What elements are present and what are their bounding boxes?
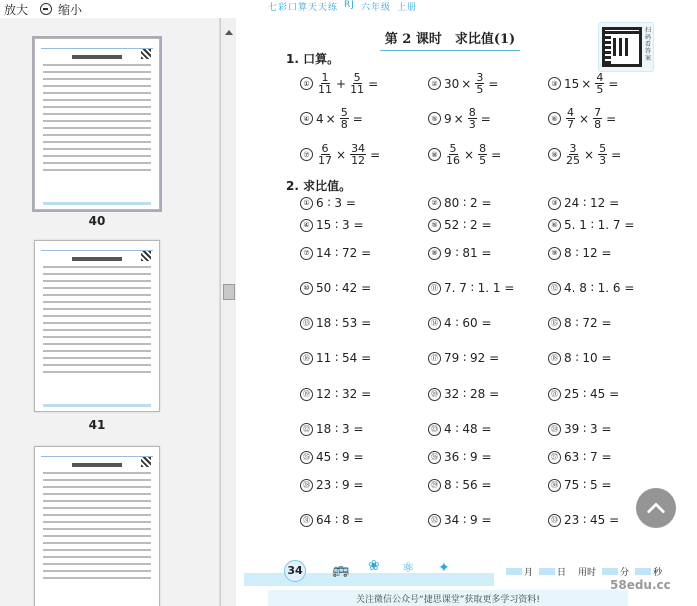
operator: × <box>461 76 472 91</box>
scroll-to-top-button[interactable] <box>636 488 676 528</box>
problem-number: ㉖ <box>428 451 441 464</box>
problem-number: ㉘ <box>300 479 313 492</box>
denominator: 3 <box>468 118 476 131</box>
problem-number: ㉙ <box>428 479 441 492</box>
ratio-expression: 12 ∶ 32 = <box>316 387 372 401</box>
ratio-problem <box>548 196 619 210</box>
ratio-problem <box>548 387 619 401</box>
problem-number: ④ <box>300 112 313 125</box>
problem-number: ① <box>300 197 313 210</box>
plant-icon: ❀ <box>368 558 380 574</box>
ratio-problem <box>300 478 364 492</box>
page-thumbnail[interactable] <box>34 240 160 412</box>
problem-number: ⑫ <box>548 282 561 295</box>
operator: × <box>579 111 590 126</box>
problem-number: ⑥ <box>548 219 561 232</box>
numerator: 5 <box>599 142 607 155</box>
ratio-expression: 64 ∶ 8 = <box>316 513 364 527</box>
atom-icon: ⚛ <box>402 560 415 576</box>
problem-number: ⑦ <box>300 148 313 161</box>
problem-number: ① <box>300 77 313 90</box>
oral-problem <box>300 143 382 166</box>
ratio-problem <box>428 513 492 527</box>
oral-problem <box>300 72 380 95</box>
numerator: 6 <box>321 142 329 155</box>
ratio-problem <box>428 351 499 365</box>
page-footer <box>238 548 697 606</box>
denominator: 8 <box>594 118 602 131</box>
numerator: 4 <box>596 71 604 84</box>
ratio-expression: 39 ∶ 3 = <box>564 422 612 436</box>
equals-sign: = <box>352 111 363 126</box>
scrollbar-thumb[interactable] <box>223 284 235 300</box>
problem-number: ㉗ <box>548 451 561 464</box>
operator: × <box>336 147 347 162</box>
problem-number: ⑧ <box>428 247 441 260</box>
numerator: 5 <box>449 142 457 155</box>
ratio-problem <box>300 218 364 232</box>
ratio-expression: 23 ∶ 45 = <box>564 513 620 527</box>
problem-number: ㉔ <box>548 423 561 436</box>
problem-number: ㉑ <box>548 388 561 401</box>
equals-sign: = <box>368 76 379 91</box>
book-grade: 六年级 <box>360 3 391 13</box>
thumbnail-toolbar <box>0 0 236 18</box>
problem-number: ㉚ <box>548 479 561 492</box>
oral-problem <box>428 107 493 130</box>
page-header <box>268 0 417 13</box>
ratio-expression: 8 ∶ 72 = <box>564 316 612 330</box>
ratio-expression: 14 ∶ 72 = <box>316 246 372 260</box>
ratio-problem <box>548 513 619 527</box>
fraction <box>598 143 607 166</box>
denominator: 5 <box>476 83 484 96</box>
problem-number: ⑨ <box>548 148 561 161</box>
ratio-expression: 4. 8 ∶ 1. 6 = <box>564 281 635 295</box>
ratio-problem <box>548 422 612 436</box>
operator: × <box>581 76 592 91</box>
operand: 30 <box>444 76 460 91</box>
page-number: 34 <box>284 560 306 582</box>
operator: × <box>584 147 595 162</box>
ratio-problem <box>428 422 492 436</box>
equals-sign: = <box>488 76 499 91</box>
denominator: 3 <box>599 154 607 167</box>
ratio-problem <box>428 450 492 464</box>
time-record <box>500 565 662 578</box>
ratio-problem <box>300 450 364 464</box>
problem-number: ⑨ <box>548 247 561 260</box>
problem-number: ⑱ <box>548 352 561 365</box>
thumbnail-pane <box>0 18 220 606</box>
denominator: 8 <box>340 118 348 131</box>
time-second-label: 秒 <box>653 568 663 578</box>
ratio-expression: 24 ∶ 12 = <box>564 196 620 210</box>
ratio-problem <box>300 513 364 527</box>
ratio-expression: 79 ∶ 92 = <box>444 351 500 365</box>
numerator: 1 <box>321 71 329 84</box>
ratio-expression: 8 ∶ 12 = <box>564 246 612 260</box>
problem-number: ⑬ <box>300 317 313 330</box>
section-title-ratio: 2. 求比值。 <box>286 179 352 193</box>
zoom-out-button[interactable]: 缩小 <box>58 2 83 17</box>
numerator: 4 <box>567 106 574 119</box>
fraction <box>318 143 332 166</box>
problem-number: ⑩ <box>300 282 313 295</box>
oral-problem <box>428 143 503 166</box>
oral-problem <box>428 72 500 95</box>
equals-sign: = <box>370 147 381 162</box>
ratio-expression: 23 ∶ 9 = <box>316 478 364 492</box>
ratio-problem <box>428 387 499 401</box>
ratio-expression: 75 ∶ 5 = <box>564 478 612 492</box>
fraction <box>468 107 477 130</box>
page-thumbnail[interactable] <box>34 446 160 606</box>
numerator: 8 <box>479 142 487 155</box>
ratio-expression: 32 ∶ 28 = <box>444 387 500 401</box>
ratio-problem <box>548 246 612 260</box>
site-watermark: 58edu.cc <box>610 578 671 592</box>
operator: × <box>453 111 464 126</box>
ratio-expression: 45 ∶ 9 = <box>316 450 364 464</box>
operand: 9 <box>444 111 452 126</box>
fraction <box>593 107 602 130</box>
chevron-up-icon <box>645 497 667 519</box>
denominator: 5 <box>596 83 604 96</box>
satellite-icon: ✦ <box>438 560 450 576</box>
qr-caption: 扫码看答案 <box>645 27 652 62</box>
ratio-expression: 8 ∶ 56 = <box>444 478 492 492</box>
zoom-in-button[interactable]: 放大 <box>4 2 29 17</box>
numerator: 7 <box>594 106 602 119</box>
denominator: 7 <box>567 118 574 131</box>
numerator: 34 <box>351 142 366 155</box>
page-thumbnail[interactable] <box>34 38 160 210</box>
problem-number: ⑳ <box>428 388 441 401</box>
ratio-expression: 15 ∶ 3 = <box>316 218 364 232</box>
fraction <box>446 143 460 166</box>
oral-problem <box>300 107 365 130</box>
ratio-problem <box>300 387 371 401</box>
ratio-expression: 4 ∶ 60 = <box>444 316 492 330</box>
ratio-expression: 11 ∶ 54 = <box>316 351 372 365</box>
ratio-problem <box>428 218 492 232</box>
ratio-problem <box>300 196 356 210</box>
footer-note: 关注微信公众号“捷思课堂”获取更多学习资料! <box>268 590 628 606</box>
oral-problem <box>548 143 623 166</box>
operator: + <box>336 76 347 91</box>
ratio-expression: 5. 1 ∶ 1. 7 = <box>564 218 635 232</box>
fraction <box>350 143 366 166</box>
equals-sign: = <box>606 111 617 126</box>
fraction <box>318 72 332 95</box>
operator: × <box>325 111 336 126</box>
time-used-label: 用时 <box>578 568 597 578</box>
section-title-oral: 1. 口算。 <box>286 52 340 66</box>
problem-number: ⑤ <box>428 219 441 232</box>
ratio-problem <box>428 478 492 492</box>
qr-code-icon <box>602 27 642 67</box>
document-page <box>238 0 697 606</box>
ratio-problem <box>300 351 371 365</box>
ratio-expression: 34 ∶ 9 = <box>444 513 492 527</box>
thumbnail-label: 40 <box>88 214 106 228</box>
ratio-problem <box>548 478 612 492</box>
equals-sign: = <box>611 147 622 162</box>
problem-number: ④ <box>300 219 313 232</box>
lesson-title: 第 2 课时 求比值(1) <box>380 28 520 51</box>
problem-number: ⑲ <box>300 388 313 401</box>
time-day-label: 日 <box>557 568 567 578</box>
numerator: 8 <box>468 106 476 119</box>
ratio-problem <box>548 316 612 330</box>
ratio-expression: 25 ∶ 45 = <box>564 387 620 401</box>
book-volume: 上册 <box>396 3 417 13</box>
problem-number: ㉜ <box>428 514 441 527</box>
oral-problem <box>548 72 620 95</box>
ratio-expression: 7. 7 ∶ 1. 1 = <box>444 281 515 295</box>
ratio-expression: 36 ∶ 9 = <box>444 450 492 464</box>
problem-number: ② <box>428 197 441 210</box>
ratio-expression: 9 ∶ 81 = <box>444 246 492 260</box>
ratio-problem <box>428 281 514 295</box>
problem-number: ⑪ <box>428 282 441 295</box>
problem-number: ⑭ <box>428 317 441 330</box>
operand: 4 <box>316 111 324 126</box>
footer-decoration <box>244 554 494 586</box>
problem-number: ⑯ <box>300 352 313 365</box>
fraction <box>595 72 604 95</box>
ratio-problem <box>548 218 634 232</box>
ratio-problem <box>428 246 492 260</box>
ratio-expression: 50 ∶ 42 = <box>316 281 372 295</box>
problem-number: ㉛ <box>300 514 313 527</box>
numerator: 3 <box>569 142 577 155</box>
problem-number: ⑰ <box>428 352 441 365</box>
ratio-problem <box>428 316 492 330</box>
numerator: 5 <box>353 71 361 84</box>
numerator: 3 <box>476 71 484 84</box>
ratio-expression: 18 ∶ 53 = <box>316 316 372 330</box>
time-minute-label: 分 <box>620 568 630 578</box>
fraction <box>566 107 575 130</box>
ratio-problem <box>548 281 634 295</box>
denominator: 25 <box>566 154 580 167</box>
zoom-out-icon[interactable] <box>40 3 52 15</box>
equals-sign: = <box>491 147 502 162</box>
denominator: 12 <box>351 154 366 167</box>
ratio-expression: 80 ∶ 2 = <box>444 196 492 210</box>
ratio-expression: 8 ∶ 10 = <box>564 351 612 365</box>
problem-number: ⑦ <box>300 247 313 260</box>
oral-problem <box>548 107 618 130</box>
operand: 15 <box>564 76 580 91</box>
equals-sign: = <box>480 111 491 126</box>
problem-number: ㉓ <box>428 423 441 436</box>
ratio-expression: 63 ∶ 7 = <box>564 450 612 464</box>
fraction <box>566 143 580 166</box>
ratio-problem <box>300 246 371 260</box>
thumbnail-scrollbar[interactable] <box>220 18 236 606</box>
book-series: 七彩口算天天练 <box>268 3 339 13</box>
denominator: 11 <box>350 83 365 96</box>
qr-panel <box>598 22 654 72</box>
numerator: 5 <box>340 106 348 119</box>
ratio-problem <box>548 351 612 365</box>
ratio-problem <box>300 422 364 436</box>
problem-number: ② <box>428 77 441 90</box>
fraction <box>340 107 349 130</box>
ratio-expression: 52 ∶ 2 = <box>444 218 492 232</box>
book-edition: RJ <box>344 0 355 10</box>
denominator: 5 <box>479 154 487 167</box>
equals-sign: = <box>608 76 619 91</box>
problem-number: ㉒ <box>300 423 313 436</box>
fraction <box>478 143 487 166</box>
denominator: 17 <box>318 154 332 167</box>
operator: × <box>464 147 475 162</box>
problem-number: ㉕ <box>300 451 313 464</box>
problem-number: ㉝ <box>548 514 561 527</box>
thumbnail-label: 41 <box>88 418 106 432</box>
ratio-problem <box>548 450 612 464</box>
ratio-expression: 18 ∶ 3 = <box>316 422 364 436</box>
bus-icon: 🚌 <box>332 562 350 578</box>
scroll-up-arrow-icon[interactable] <box>221 26 237 38</box>
fraction <box>475 72 484 95</box>
time-month-label: 月 <box>524 568 534 578</box>
fraction <box>350 72 364 95</box>
problem-number: ③ <box>548 77 561 90</box>
ratio-problem <box>300 316 371 330</box>
problem-number: ⑧ <box>428 148 441 161</box>
ratio-problem <box>300 281 371 295</box>
problem-number: ⑤ <box>428 112 441 125</box>
problem-number: ⑮ <box>548 317 561 330</box>
ratio-problem <box>428 196 492 210</box>
denominator: 11 <box>318 83 332 96</box>
denominator: 16 <box>446 154 460 167</box>
problem-number: ③ <box>548 197 561 210</box>
ratio-expression: 4 ∶ 48 = <box>444 422 492 436</box>
problem-number: ⑥ <box>548 112 561 125</box>
ratio-expression: 6 ∶ 3 = <box>316 196 356 210</box>
